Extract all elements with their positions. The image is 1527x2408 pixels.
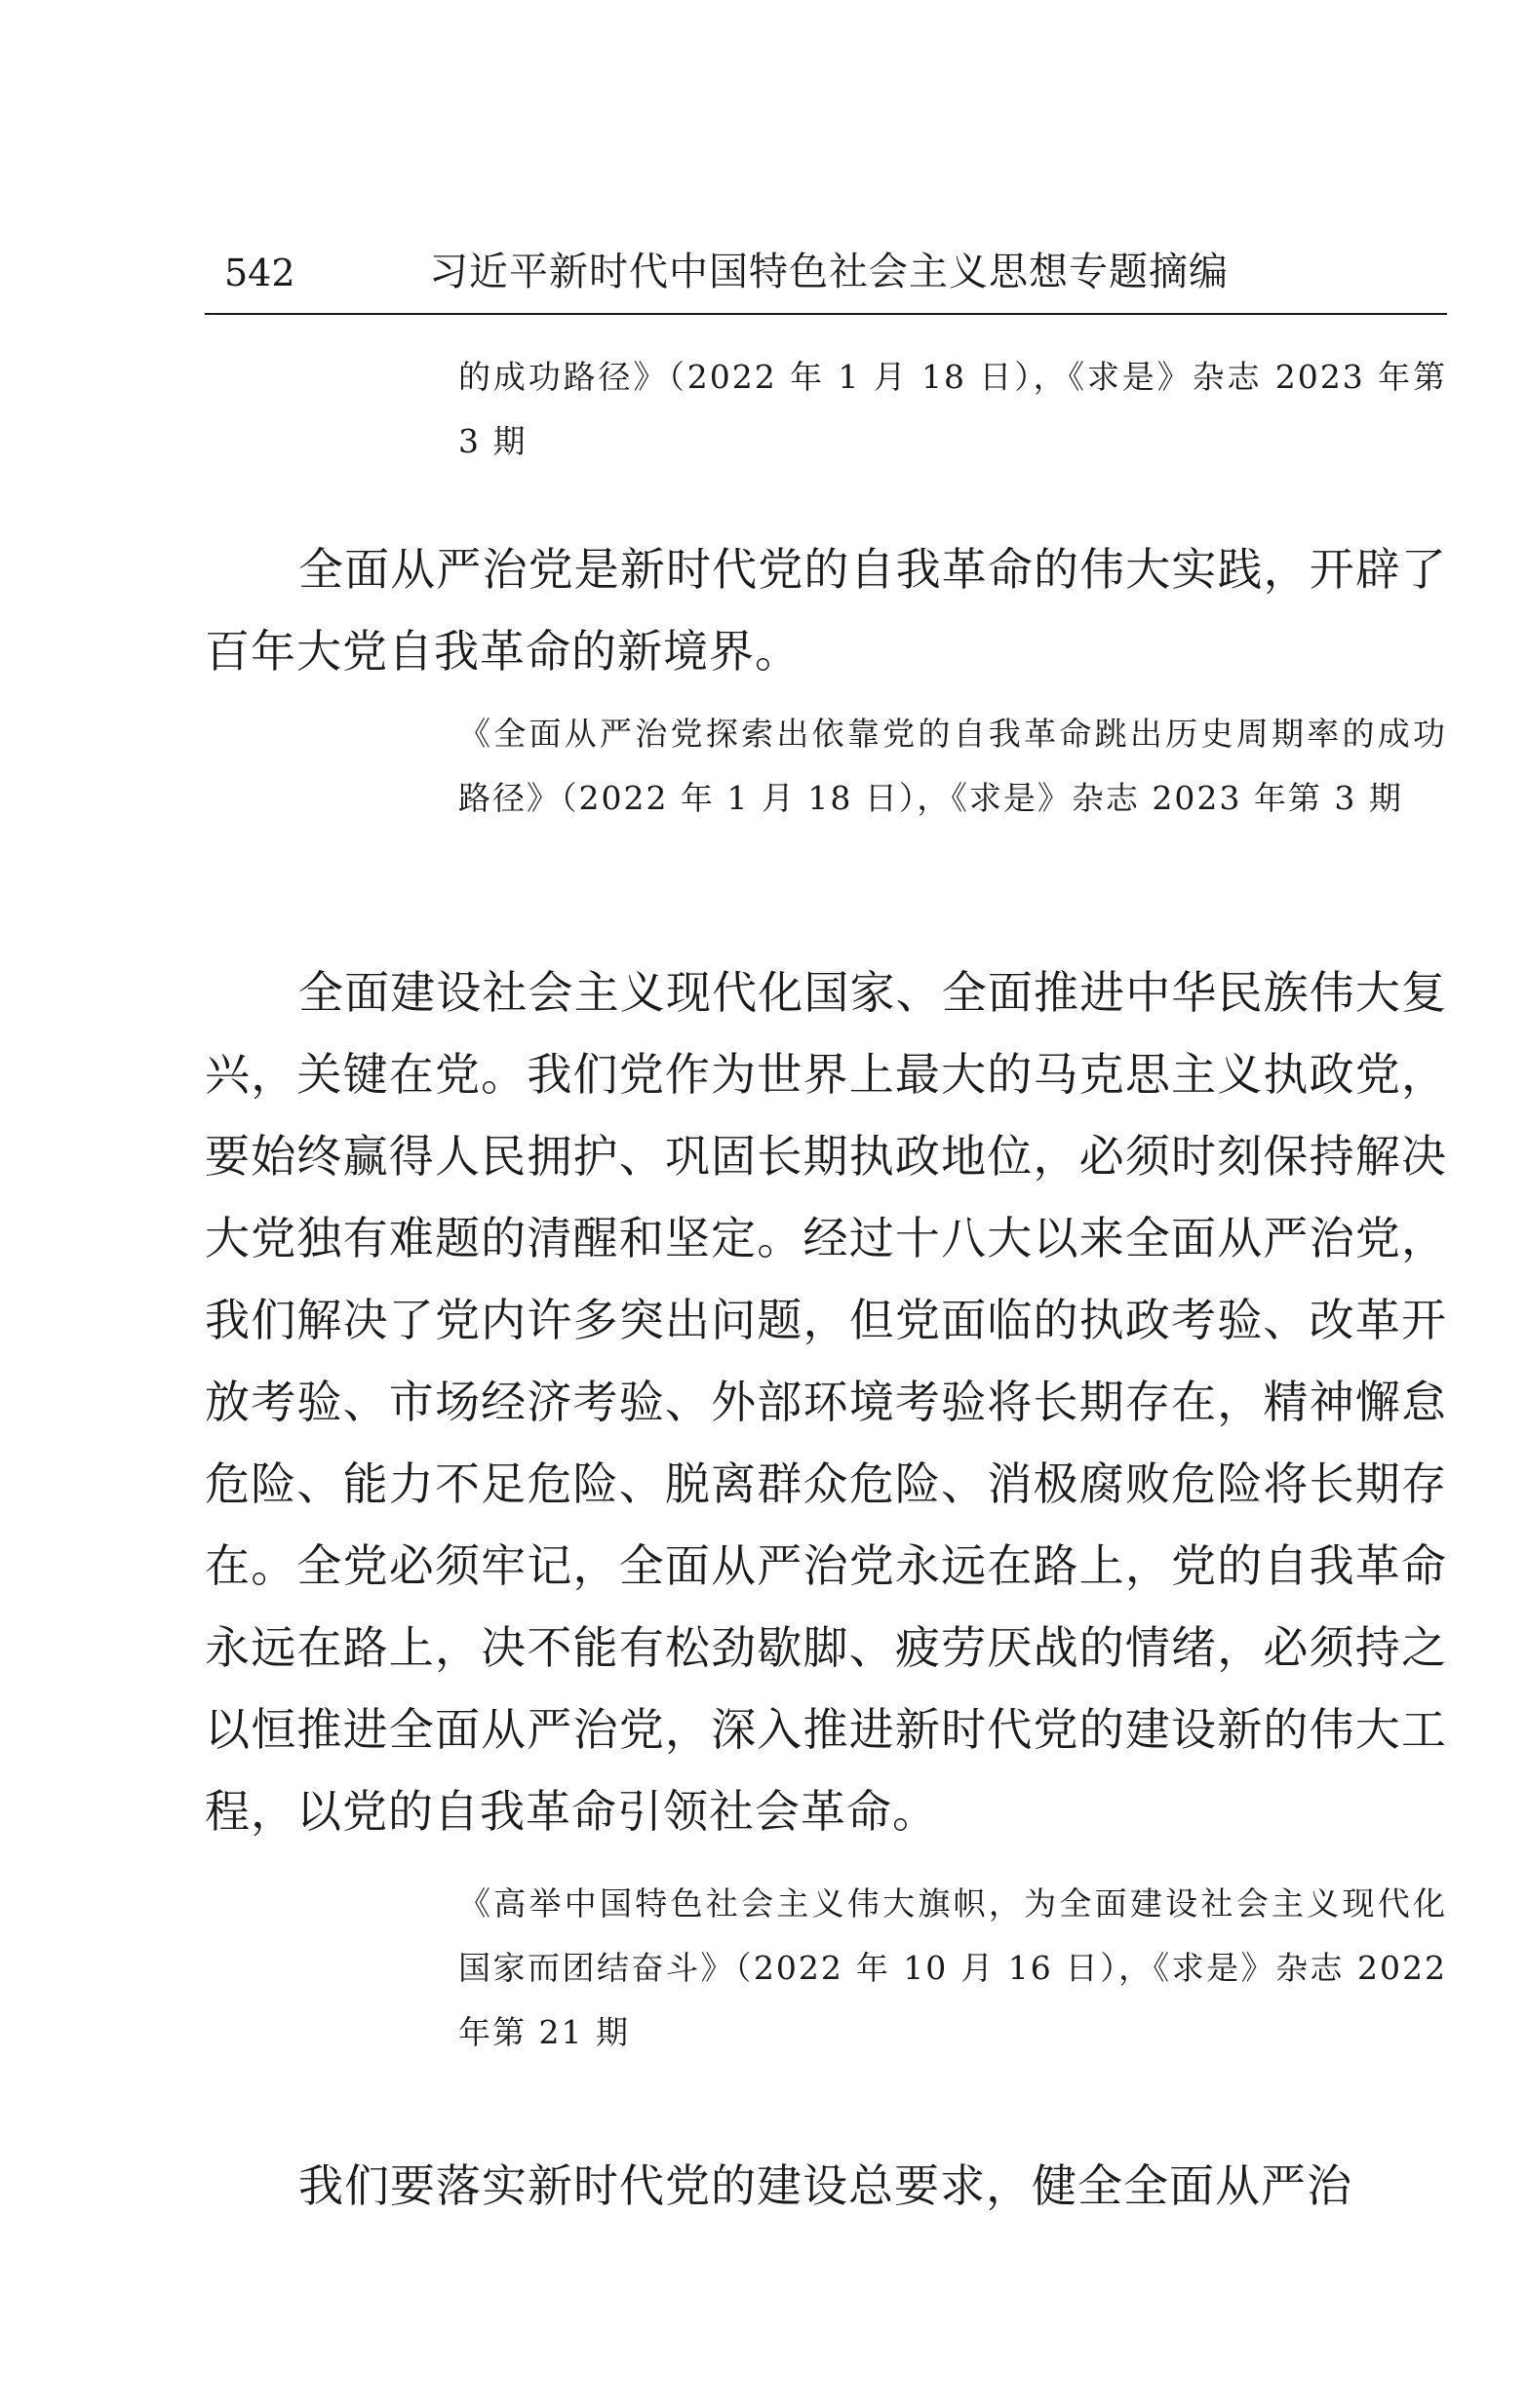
body-paragraph: 全面建设社会主义现代化国家、全面推进中华民族伟大复兴，关键在党。我们党作为世界上最大的马克思主义执政党，要始终赢得人民拥护、巩固长期执政地位，必须时刻保持解决大党独有难题的清醒和坚定。经过十八大以来全面从严治党，我们解决了党内许多突出问题，但党面临的执政考验、改革开放考验、市场经济考验、外部环境考验将长期存在，精神懈怠危险、能力不足危险、脱离群众危险、消极腐败危险将长期存在。全党必须牢记，全面从严治党永远在路上，党的自我革命永远在路上，决不能有松劲歇脚、疲劳厌战的情绪，必须持之以恒推进全面从严治党，深入推进新时代党的建设新的伟大工程，以党的自我革命引领社会革命。 — [205, 966, 1447, 1838]
citation: 《高举中国特色社会主义伟大旗帜，为全面建设社会主义现代化国家而团结奋斗》（2022 年 10 月 16 日），《求是》杂志 2022 年第 21 期 — [458, 1884, 1447, 2051]
running-title: 习近平新时代中国特色社会主义思想专题摘编 — [429, 250, 1229, 294]
header-rule — [205, 313, 1447, 315]
citation-continued: 的成功路径》（2022 年 1 月 18 日），《求是》杂志 2023 年第 3 期 — [458, 358, 1447, 460]
citation: 《全面从严治党探索出依靠党的自我革命跳出历史周期率的成功路径》（2022 年 1 月 18 日），《求是》杂志 2023 年第 3 期 — [458, 715, 1447, 817]
body-paragraph: 全面从严治党是新时代党的自我革命的伟大实践，开辟了百年大党自我革命的新境界。 — [205, 543, 1447, 678]
page-number: 542 — [224, 252, 295, 294]
body-paragraph: 我们要落实新时代党的建设总要求，健全全面从严治 — [298, 2159, 1352, 2212]
page-header — [205, 230, 1447, 318]
